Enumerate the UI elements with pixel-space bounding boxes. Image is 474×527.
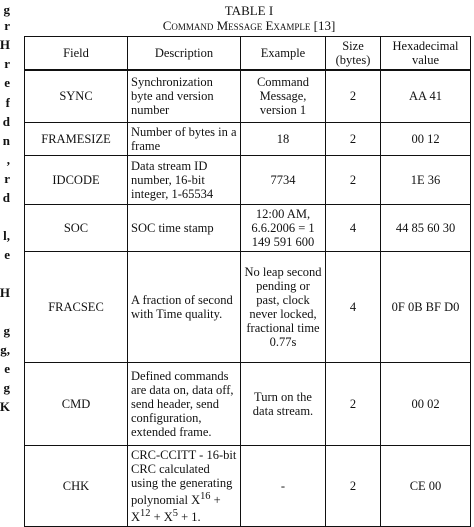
margin-fragment: g, [0,342,10,357]
header-hex: Hexadecimal value [381,37,471,71]
description-text: + X [131,492,221,524]
cell-field: IDCODE [25,155,128,204]
cell-example: No leap second pending or past, clock never locked, fractional time 0.77s [241,251,326,362]
cell-description: Data stream ID number, 16-bit integer, 1-65534 [128,155,241,204]
description-text: + X [150,509,173,524]
margin-fragment: g [3,2,10,17]
margin-fragment: r [4,18,10,33]
margin-fragment: g [3,380,10,395]
cell-field: CHK [25,445,128,526]
margin-fragment: r [4,171,10,186]
exponent: 16 [200,490,211,502]
margin-fragment: H [0,285,10,300]
cell-field: SOC [25,204,128,251]
table-row [25,251,471,362]
description-text: CRC-CCITT - 16-bit CRC calculated using the generating polynomial X [131,447,237,507]
header-example: Example [241,37,326,71]
cell-example: 12:00 AM, 6.6.2006 = 1 149 591 600 [241,204,326,251]
command-message-table [24,36,471,527]
margin-fragment: e [4,247,10,262]
cell-size: 4 [326,251,381,362]
table-row [25,204,471,251]
cell-description [128,445,241,526]
header-description: Description [128,37,241,71]
left-column-text-fragments [0,0,10,525]
cell-example: Command Message, version 1 [241,70,326,122]
exponent: 12 [140,507,151,519]
table-row [25,155,471,204]
cell-field: CMD [25,362,128,445]
margin-fragment: r [4,56,10,71]
cell-field: SYNC [25,70,128,122]
cell-size: 2 [326,70,381,122]
margin-fragment: l, [3,228,10,243]
cell-example: - [241,445,326,526]
cell-size: 2 [326,362,381,445]
margin-fragment: e [4,75,10,90]
table-caption [24,3,474,33]
cell-size: 2 [326,155,381,204]
cell-size: 4 [326,204,381,251]
cell-hex: 00 12 [381,122,471,155]
table-title: Command Message Example [13] [162,18,336,33]
margin-fragment: H [0,37,10,52]
margin-fragment: f [5,95,10,110]
margin-fragment: , [6,152,10,167]
cell-hex: CE 00 [381,445,471,526]
margin-fragment: d [2,190,10,205]
header-row [25,37,471,71]
cell-example: Turn on the data stream. [241,362,326,445]
header-field: Field [25,37,128,71]
cell-description: Synchronization byte and version number [128,70,241,122]
table-number: TABLE I [224,3,274,18]
header-size: Size (bytes) [326,37,381,71]
cell-example: 18 [241,122,326,155]
table-row [25,70,471,122]
cell-size: 2 [326,445,381,526]
cell-description: A fraction of second with Time quality. [128,251,241,362]
cell-hex: 44 85 60 30 [381,204,471,251]
cell-field: FRAMESIZE [25,122,128,155]
table-row [25,122,471,155]
cell-description: SOC time stamp [128,204,241,251]
cell-hex: 0F 0B BF D0 [381,251,471,362]
margin-fragment: d [2,114,10,129]
table-row [25,445,471,526]
margin-fragment: e [4,361,10,376]
description-text: + 1. [177,509,201,524]
cell-hex: 1E 36 [381,155,471,204]
cell-hex: AA 41 [381,70,471,122]
cell-field: FRACSEC [25,251,128,362]
cell-hex: 00 02 [381,362,471,445]
margin-fragment: K [0,399,10,414]
cell-example: 7734 [241,155,326,204]
table-row [25,362,471,445]
cell-size: 2 [326,122,381,155]
cell-description: Number of bytes in a frame [128,122,241,155]
margin-fragment: g [3,323,10,338]
cell-description: Defined commands are data on, data off, send header, send configuration, extended frame. [128,362,241,445]
exponent: 5 [172,507,178,519]
margin-fragment: n [2,133,10,148]
